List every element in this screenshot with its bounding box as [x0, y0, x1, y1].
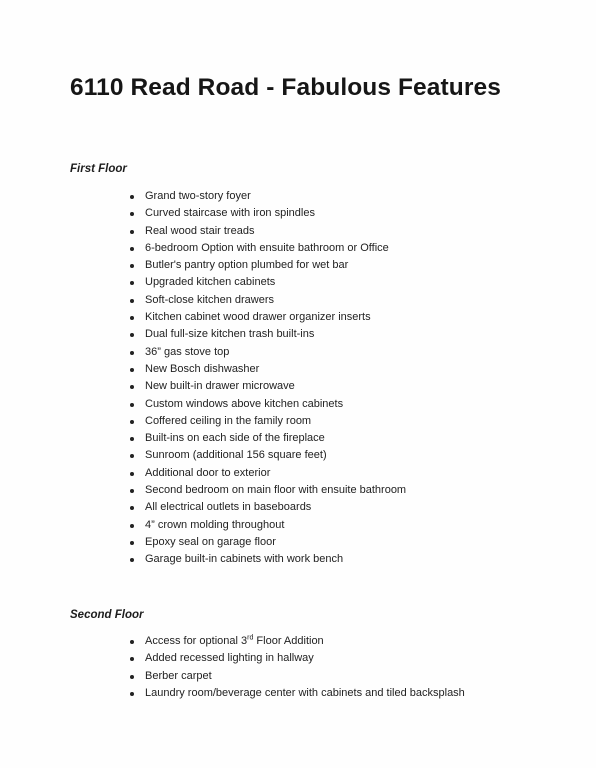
list-item-text: Curved staircase with iron spindles: [145, 207, 315, 220]
bullet-icon: [130, 640, 134, 644]
list-item: [128, 430, 406, 447]
bullet-icon: [130, 281, 134, 285]
list-item-text: Built-ins on each side of the fireplace: [145, 432, 325, 445]
bullet-icon: [130, 403, 134, 407]
list-item: [128, 188, 406, 205]
list-item-text: Upgraded kitchen cabinets: [145, 276, 276, 289]
bullet-icon: [130, 489, 134, 493]
list-item-text: Laundry room/beverage center with cabinets and tiled backsplash: [145, 686, 465, 699]
bullet-icon: [130, 212, 134, 216]
list-item-text: Butler's pantry option plumbed for wet bar: [145, 259, 349, 272]
list-item: [128, 447, 406, 464]
list-item: [128, 378, 406, 395]
section-heading-second-floor: Second Floor: [70, 609, 144, 621]
bullet-icon: [130, 230, 134, 234]
document-title: 6110 Read Road - Fabulous Features: [70, 74, 501, 101]
list-item: [128, 240, 406, 257]
bullet-icon: [130, 454, 134, 458]
list-item-text: 6-bedroom Option with ensuite bathroom or Office: [145, 241, 389, 254]
list-item: [128, 223, 406, 240]
bullet-icon: [130, 675, 134, 679]
list-item-text: Added recessed lighting in hallway: [145, 652, 314, 665]
section-heading-first-floor: First Floor: [70, 163, 127, 175]
bullet-icon: [130, 299, 134, 303]
list-item: [128, 257, 406, 274]
list-item-text: 4” crown molding throughout: [145, 518, 285, 531]
list-item-text: Second bedroom on main floor with ensuite bathroom: [145, 484, 407, 497]
list-item: [128, 274, 406, 291]
bullet-icon: [130, 195, 134, 199]
bullet-icon: [130, 558, 134, 562]
list-item: [128, 551, 406, 568]
list-item: [128, 668, 465, 685]
list-item-text: Coffered ceiling in the family room: [145, 414, 312, 427]
list-item-text: [145, 635, 324, 647]
list-item-text: Soft-close kitchen drawers: [145, 293, 274, 306]
list-item: [128, 344, 406, 361]
bullet-icon: [130, 316, 134, 320]
list-item-text-end: Floor Addition: [253, 635, 324, 647]
list-item-text: Sunroom (additional 156 square feet): [145, 449, 327, 462]
bullet-icon: [130, 657, 134, 661]
list-item-text: New Bosch dishwasher: [145, 362, 260, 375]
list-item-text: Dual full-size kitchen trash built-ins: [145, 328, 315, 341]
list-item: [128, 361, 406, 378]
first-floor-feature-list: [128, 188, 406, 569]
list-item: [128, 517, 406, 534]
list-item-text-start: Access for optional 3: [145, 635, 248, 647]
list-item-text: Berber carpet: [145, 669, 212, 682]
bullet-icon: [130, 247, 134, 251]
list-item: [128, 309, 406, 326]
list-item: [128, 326, 406, 343]
list-item: [128, 205, 406, 222]
bullet-icon: [130, 541, 134, 545]
list-item: [128, 292, 406, 309]
list-item: [128, 499, 406, 516]
list-item-text: Additional door to exterior: [145, 466, 271, 479]
list-item: [128, 650, 465, 667]
bullet-icon: [130, 506, 134, 510]
list-item: [128, 396, 406, 413]
list-item-text: Epoxy seal on garage floor: [145, 535, 276, 548]
list-item: [128, 413, 406, 430]
list-item-text: All electrical outlets in baseboards: [145, 501, 312, 514]
bullet-icon: [130, 437, 134, 441]
list-item: [128, 633, 465, 650]
bullet-icon: [130, 692, 134, 696]
bullet-icon: [130, 264, 134, 268]
list-item-text: Garage built-in cabinets with work bench: [145, 553, 344, 566]
list-item-text: Custom windows above kitchen cabinets: [145, 397, 344, 410]
list-item-text: Kitchen cabinet wood drawer organizer inserts: [145, 311, 371, 324]
bullet-icon: [130, 351, 134, 355]
bullet-icon: [130, 385, 134, 389]
bullet-icon: [130, 333, 134, 337]
list-item: [128, 482, 406, 499]
bullet-icon: [130, 472, 134, 476]
list-item-text: New built-in drawer microwave: [145, 380, 295, 393]
ordinal-suffix: rd: [247, 634, 254, 642]
list-item: [128, 534, 406, 551]
list-item: [128, 465, 406, 482]
list-item-text: Real wood stair treads: [145, 224, 255, 237]
bullet-icon: [130, 368, 134, 372]
list-item: [128, 685, 465, 702]
list-item-text: 36” gas stove top: [145, 345, 230, 358]
second-floor-feature-list: [128, 633, 465, 702]
list-item-text: Grand two-story foyer: [145, 190, 251, 202]
bullet-icon: [130, 420, 134, 424]
bullet-icon: [130, 524, 134, 528]
